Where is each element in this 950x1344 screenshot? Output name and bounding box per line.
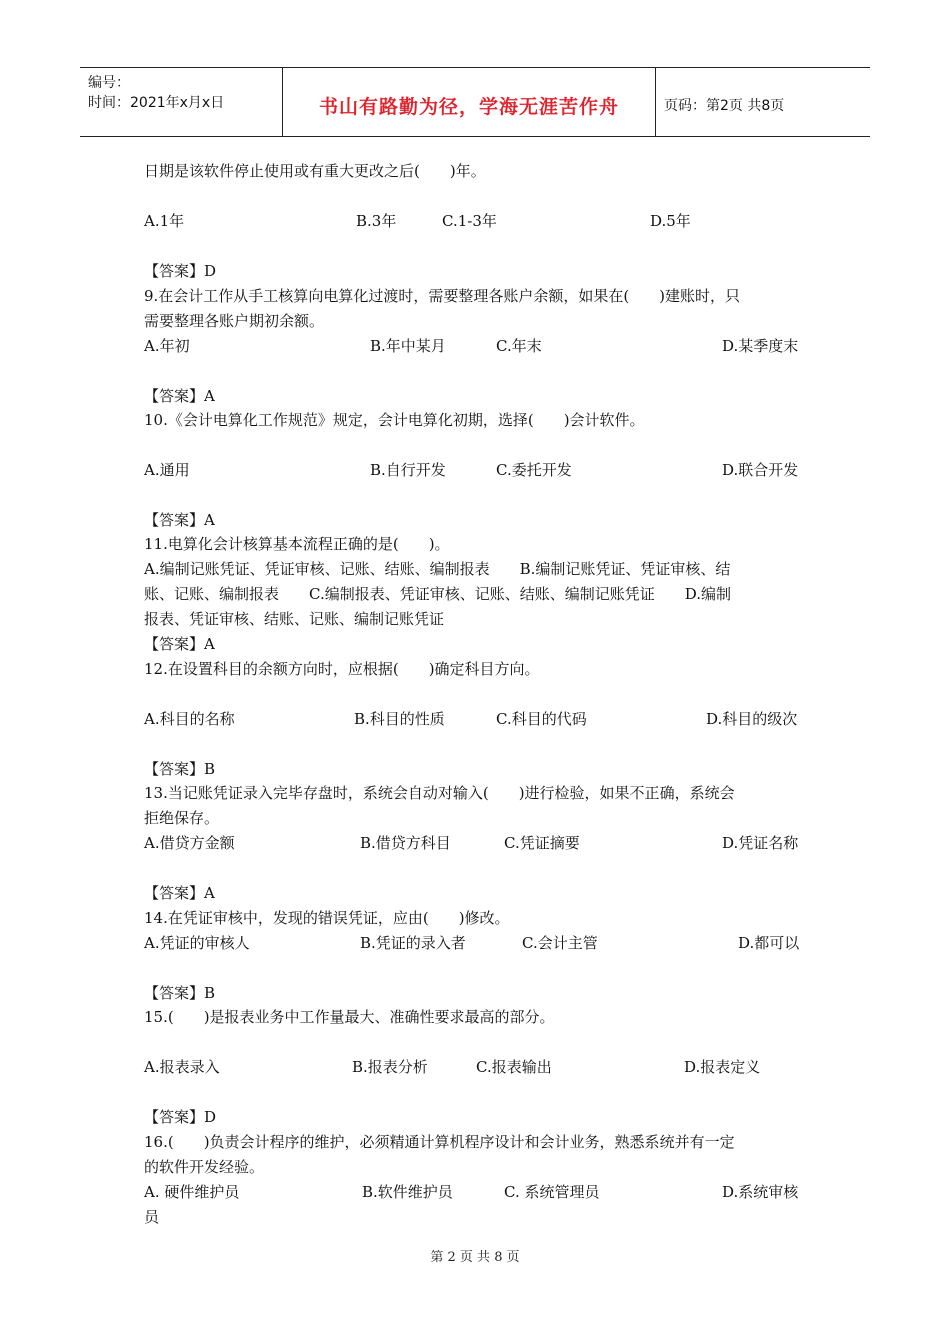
header-meta-cell <box>80 68 283 136</box>
answer: 【答案】D <box>144 262 217 280</box>
option-a: A.通用 <box>144 461 190 479</box>
header-page-cell <box>656 68 870 136</box>
question-14-line1: 14.在凭证审核中，发现的错误凭证，应由( )修改。 <box>144 909 510 927</box>
answer: 【答案】D <box>144 1108 217 1126</box>
answer: 【答案】A <box>144 884 215 902</box>
option-d: D.联合开发 <box>722 461 799 479</box>
option-c: C.委托开发 <box>496 461 572 479</box>
header-motto-cell <box>283 68 656 136</box>
answer: 【答案】A <box>144 635 215 653</box>
question-12-line1: 12.在设置科目的余额方向时，应根据( )确定科目方向。 <box>144 660 540 678</box>
question-16-line2: 的软件开发经验。 <box>144 1158 265 1176</box>
question-16-line1: 16.( )负责会计程序的维护，必须精通计算机程序设计和会计业务，熟悉系统并有一定 <box>144 1133 735 1151</box>
option-c: C. 系统管理员 <box>504 1183 600 1201</box>
question-13-line1: 13.当记账凭证录入完毕存盘时，系统会自动对输入( )进行检验，如果不正确，系统会 <box>144 784 735 802</box>
option-a: A.年初 <box>144 337 190 355</box>
answer: 【答案】B <box>144 984 216 1002</box>
question-11-line4: 报表、凭证审核、结账、记账、编制记账凭证 <box>144 610 445 628</box>
option-b: B.报表分析 <box>352 1058 428 1076</box>
question-9-line2: 需要整理各账户期初余额。 <box>144 312 325 330</box>
option-c: C.1-3年 <box>442 212 497 230</box>
option-c: C.会计主管 <box>522 934 598 952</box>
option-d: D.凭证名称 <box>722 834 799 852</box>
header-page-info: 页码：第2页 共8页 <box>664 98 785 114</box>
option-c: C.报表输出 <box>476 1058 552 1076</box>
option-a: A.凭证的审核人 <box>144 934 250 952</box>
option-d: D.科目的级次 <box>706 710 798 728</box>
answer: 【答案】A <box>144 511 215 529</box>
doc-time-label: 时间：2021年x月x日 <box>88 95 225 111</box>
question-11-line2: A.编制记账凭证、凭证审核、记账、结账、编制报表 B.编制记账凭证、凭证审核、结 <box>144 560 731 578</box>
option-b: B.自行开发 <box>370 461 446 479</box>
page-footer: 第 2 页 共 8 页 <box>430 1250 520 1265</box>
option-a: A.1年 <box>144 212 185 230</box>
option-d: D.5年 <box>650 212 691 230</box>
option-b: B.3年 <box>356 212 397 230</box>
option-b: B.科目的性质 <box>354 710 445 728</box>
option-a: A.借贷方金额 <box>144 834 235 852</box>
question-15-line1: 15.( )是报表业务中工作量最大、准确性要求最高的部分。 <box>144 1008 555 1026</box>
doc-code-label: 编号： <box>88 75 130 91</box>
question-continuation: 日期是该软件停止使用或有重大更改之后( )年。 <box>144 162 486 180</box>
header-motto: 书山有路勤为径，学海无涯苦作舟 <box>318 96 619 118</box>
option-d: D.系统审核 <box>722 1183 799 1201</box>
option-b: B.软件维护员 <box>362 1183 453 1201</box>
page-header <box>80 67 870 137</box>
question-11-line1: 11.电算化会计核算基本流程正确的是( )。 <box>144 535 450 553</box>
question-11-line3: 账、记账、编制报表 C.编制报表、凭证审核、记账、结账、编制记账凭证 D.编制 <box>144 585 731 603</box>
question-9-line1: 9.在会计工作从手工核算向电算化过渡时，需要整理各账户余额，如果在( )建账时，只 <box>144 287 741 305</box>
option-d: D.都可以 <box>738 934 800 952</box>
option-c: C.年末 <box>496 337 542 355</box>
option-a: A.报表录入 <box>144 1058 220 1076</box>
question-13-line2: 拒绝保存。 <box>144 809 220 827</box>
option-c: C.凭证摘要 <box>504 834 580 852</box>
option-b: B.借贷方科目 <box>360 834 451 852</box>
option-d: D.某季度末 <box>722 337 799 355</box>
answer: 【答案】B <box>144 760 216 778</box>
option-c: C.科目的代码 <box>496 710 587 728</box>
option-d: D.报表定义 <box>684 1058 761 1076</box>
option-a: A.科目的名称 <box>144 710 235 728</box>
option-d-wrap: 员 <box>144 1208 160 1226</box>
question-10-line1: 10.《会计电算化工作规范》规定，会计电算化初期，选择( )会计软件。 <box>144 411 645 429</box>
option-a: A. 硬件维护员 <box>144 1183 240 1201</box>
option-b: B.凭证的录入者 <box>360 934 466 952</box>
option-b: B.年中某月 <box>370 337 446 355</box>
answer: 【答案】A <box>144 387 215 405</box>
